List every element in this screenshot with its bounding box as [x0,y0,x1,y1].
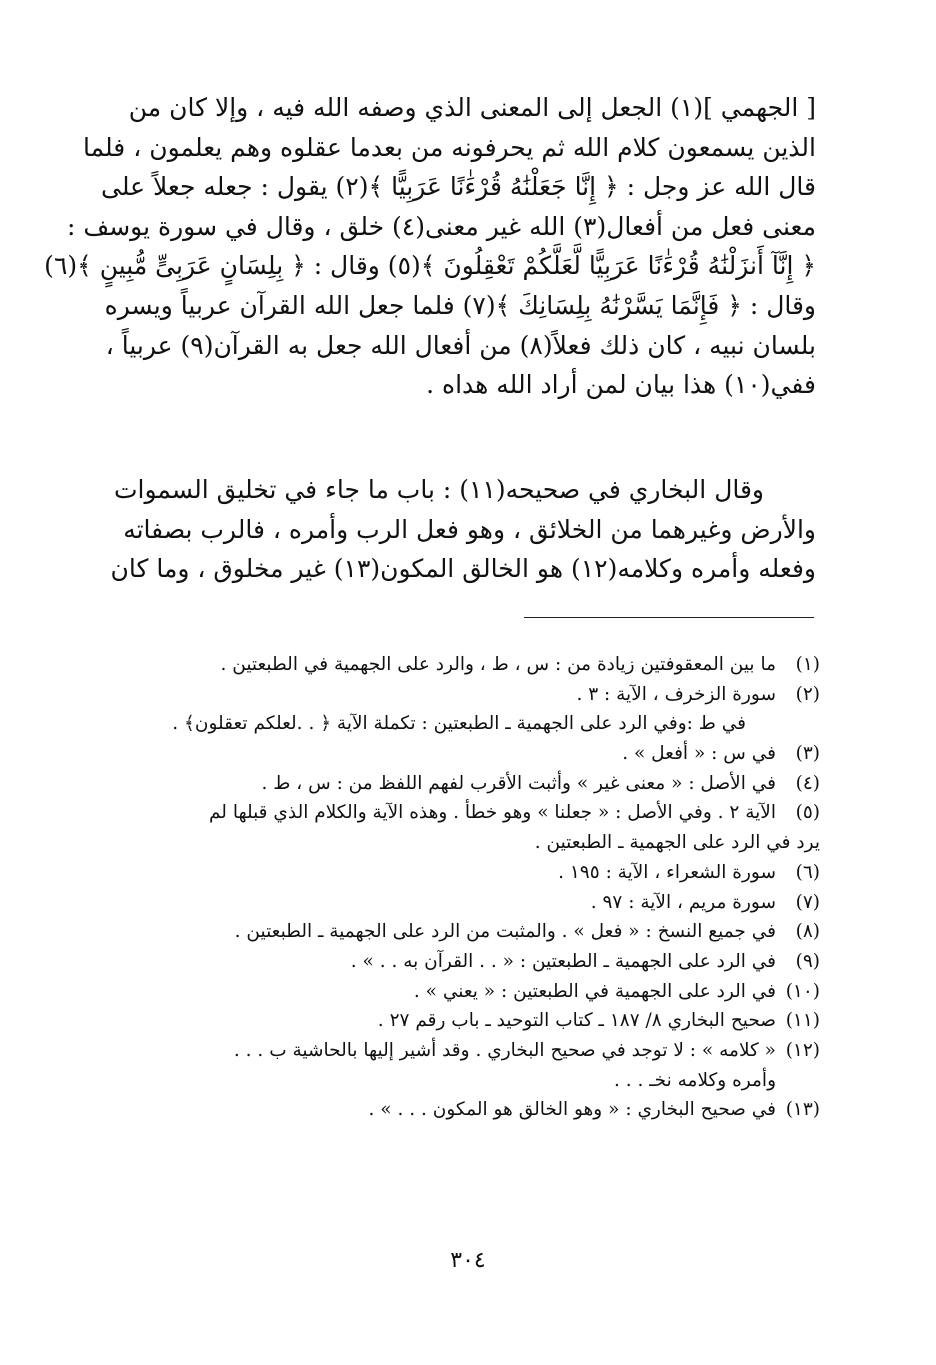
footnote [100,798,820,828]
footnote-text: في الرد على الجهمية ـ الطبعتين : « . . القرآن به . . » . [350,950,776,972]
footnote-text: يرد في الرد على الجهمية ـ الطبعتين . [534,832,820,854]
footnote-number: (٢) [795,683,820,705]
footnote [100,1006,820,1036]
footnote-number: (٧) [795,891,820,913]
text-line: وفعله وأمره وكلامه(١٢) هو الخالق المكون(١٣) غير مخلوق ، وما كان [110,554,816,584]
footnote-text: ما بين المعقوفتين زيادة من : س ، ط ، والرد على الجهمية في الطبعتين . [220,654,776,675]
text-line: وقال : ﴿ فَإِنَّمَا يَسَّرْنَٰهُ بِلِسَانِكَ ﴾(٧) فلما جعل الله القرآن عربياً ويسره [104,290,816,320]
footnote [100,769,820,799]
main-paragraph-1 [44,88,816,405]
footnotes [100,650,820,1125]
footnote-text: الآية ٢ . وفي الأصل : « جعلنا » وهو خطأ . وهذه الآية والكلام الذي قبلها لم [208,802,776,824]
footnote [100,917,820,947]
footnote [100,888,820,918]
text-line: ﴿ إِنَّآ أَنزَلْنَٰهُ قُرْءَٰنًا عَرَبِيًّا لَّعَلَّكُمْ تَعْقِلُونَ ﴾(٥) وقال : ﴿ بِلِسَانٍ عَرَبِىٍّ مُّبِينٍ ﴾(٦) [44,251,816,281]
footnote-number: (٤) [795,772,820,794]
text-line: [ الجهمي ](١) الجعل إلى المعنى الذي وصفه الله فيه ، وإلا كان من [128,93,816,122]
text-line: قال الله عز وجل : ﴿ إِنَّا جَعَلْنَٰهُ قُرْءَٰنًا عَرَبِيًّا ﴾(٢) يقول : جعله جعلاً على [101,172,816,202]
footnote-continuation [100,709,820,739]
footnote-number: (٩) [795,950,820,972]
footnote [100,1095,820,1125]
text-line: معنى فعل من أفعال(٣) الله غير معنى(٤) خلق ، وقال في سورة يوسف : [66,211,816,241]
footnote-number: (١٢) [785,1039,820,1061]
footnote-text: سورة الزخرف ، الآية : ٣ . [576,683,776,705]
footnote-text: في الرد على الجهمية في الطبعتين : « يعني » . [413,980,776,1002]
footnote-divider [524,617,814,618]
footnote-number: (١) [795,654,820,675]
text-line: وقال البخاري في صحيحه(١١) : باب ما جاء في تخليق السموات [113,475,764,504]
footnote [100,739,820,769]
footnote-text: في جميع النسخ : « فعل » . والمثبت من الرد على الجهمية ـ الطبعتين . [234,921,776,943]
footnote-text: في س : « أفعل » . [622,743,776,765]
footnote-text: في الأصل : « معنى غير » وأثبت الأقرب لفهم اللفظ من : س ، ط . [261,772,776,794]
text-line: ففي(١٠) هذا بيان لمن أراد الله هداه . [426,370,816,400]
footnote-number: (١٣) [785,1099,820,1121]
footnote-number: (٨) [795,921,820,943]
footnote [100,947,820,977]
page-number: ٣٠٤ [450,1248,486,1273]
footnote [100,650,820,680]
footnote [100,858,820,888]
footnote-text: سورة الشعراء ، الآية : ١٩٥ . [558,861,776,883]
footnote-text: في صحيح البخاري : « وهو الخالق هو المكون . . . » . [368,1099,776,1121]
footnote-number: (١٠) [785,980,820,1002]
footnote [100,1036,820,1066]
footnote-continuation [100,1066,820,1096]
main-paragraph-2 [100,470,816,589]
footnote [100,977,820,1007]
footnote-continuation [100,828,864,858]
footnote-text: سورة مريم ، الآية : ٩٧ . [590,891,776,913]
text-line: والأرض وغيرهما من الخلائق ، وهو فعل الرب وأمره ، فالرب بصفاته [123,514,816,544]
footnote-text: في ط :وفي الرد على الجهمية ـ الطبعتين : تكملة الآية ﴿ . .لعلكم تعقلون﴾ . [172,713,746,735]
footnote-number: (٥) [795,802,820,824]
footnote-number: (٦) [795,861,820,883]
footnote [100,680,820,710]
footnote-number: (١١) [785,1010,820,1032]
text-line: الذين يسمعون كلام الله ثم يحرفونه من بعدما عقلوه وهم يعلمون ، فلما [82,132,816,162]
footnote-number: (٣) [795,743,820,765]
footnote-text: صحيح البخاري ٨/ ١٨٧ ـ كتاب التوحيد ـ باب رقم ٢٧ . [377,1010,776,1032]
footnote-text: « كلامه » : لا توجد في صحيح البخاري . وقد أشير إليها بالحاشية ب . . . [233,1039,776,1061]
footnote-text: وأمره وكلامه نخـ . . . [613,1069,776,1091]
text-line: بلسان نبيه ، كان ذلك فعلاً(٨) من أفعال الله جعل به القرآن(٩) عربياً ، [105,330,816,360]
